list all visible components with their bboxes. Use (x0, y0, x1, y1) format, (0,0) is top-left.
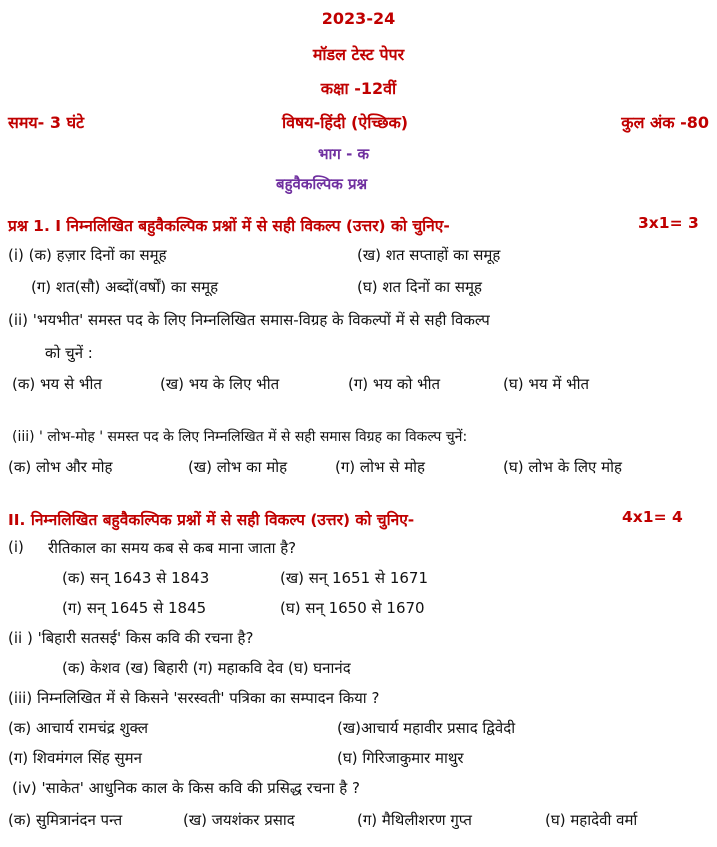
q2-i-option-d: (घ) सन् 1650 से 1670 (280, 599, 425, 617)
q1-i-option-a: (i) (क) हज़ार दिनों का समूह (8, 246, 167, 264)
q1-iii-option-a: (क) लोभ और मोह (8, 458, 113, 476)
q2-i-option-c: (ग) सन् 1645 से 1845 (62, 599, 207, 617)
total-marks-label: कुल अंक -80 (621, 113, 709, 132)
q2-ii-options: (क) केशव (ख) बिहारी (ग) महाकवि देव (घ) घनानंद (62, 659, 351, 677)
q2-iv-option-d: (घ) महादेवी वर्मा (545, 811, 638, 829)
q2-iv-option-a: (क) सुमित्रानंदन पन्त (8, 811, 123, 829)
q1-marks: 3x1= 3 (638, 214, 699, 232)
q1-i-option-b: (ख) शत सप्ताहों का समूह (357, 246, 501, 264)
q1-ii-option-c: (ग) भय को भीत (348, 375, 441, 393)
q1-iii-question: (iii) ' लोभ-मोह ' समस्त पद के लिए निम्नलिखित में से सही समास विग्रह का विकल्प चुनें: (12, 429, 468, 445)
q1-heading: प्रश्न 1. I निम्नलिखित बहुवैकल्पिक प्रश्नों में से सही विकल्प (उत्तर) को चुनिए- (8, 217, 450, 235)
q2-iv-question: (iv) 'साकेत' आधुनिक काल के किस कवि की प्रसिद्ध रचना है ? (12, 779, 360, 797)
q1-ii-option-a: (क) भय से भीत (12, 375, 102, 393)
section-label: भाग - क (318, 145, 370, 163)
q1-ii-option-b: (ख) भय के लिए भीत (160, 375, 280, 393)
q1-i-option-c: (ग) शत(सौ) अब्दों(वर्षों) का समूह (31, 278, 219, 296)
q2-marks: 4x1= 4 (622, 508, 683, 526)
q2-i-option-a: (क) सन् 1643 से 1843 (62, 569, 210, 587)
time-label: समय- 3 घंटे (8, 113, 85, 132)
year-heading: 2023-24 (321, 9, 396, 28)
q2-iii-option-b: (ख)आचार्य महावीर प्रसाद द्विवेदी (337, 719, 516, 737)
q2-iv-option-b: (ख) जयशंकर प्रसाद (183, 811, 295, 829)
q2-i-option-b: (ख) सन् 1651 से 1671 (280, 569, 428, 587)
q1-i-option-d: (घ) शत दिनों का समूह (357, 278, 482, 296)
paper-title: मॉडल टेस्ट पेपर (312, 45, 405, 64)
q1-ii-question-line1: (ii) 'भयभीत' समस्त पद के लिए निम्नलिखित समास-विग्रह के विकल्पों में से सही विकल्प (8, 311, 490, 329)
q2-heading: II. निम्नलिखित बहुवैकल्पिक प्रश्नों में से सही विकल्प (उत्तर) को चुनिए- (8, 511, 415, 529)
q2-iii-option-d: (घ) गिरिजाकुमार माथुर (337, 749, 464, 767)
q1-iii-option-c: (ग) लोभ से मोह (335, 458, 426, 476)
q1-ii-option-d: (घ) भय में भीत (503, 375, 590, 393)
q2-ii-question: (ii ) 'बिहारी सतसई' किस कवि की रचना है? (8, 629, 254, 647)
q2-i-question: रीतिकाल का समय कब से कब माना जाता है? (48, 539, 297, 557)
class-label: कक्षा -12वीं (320, 79, 397, 98)
q2-i-number: (i) (8, 538, 24, 556)
q2-iii-option-c: (ग) शिवमंगल सिंह सुमन (8, 749, 142, 767)
q2-iv-option-c: (ग) मैथिलीशरण गुप्त (357, 811, 472, 829)
q1-ii-question-line2: को चुनें : (45, 344, 93, 362)
section-type-label: बहुवैकल्पिक प्रश्न (276, 175, 368, 193)
q1-iii-option-b: (ख) लोभ का मोह (188, 458, 288, 476)
q2-iii-question: (iii) निम्नलिखित में से किसने 'सरस्वती' पत्रिका का सम्पादन किया ? (8, 689, 380, 707)
subject-label: विषय-हिंदी (ऐच्छिक) (282, 113, 409, 132)
q2-iii-option-a: (क) आचार्य रामचंद्र शुक्ल (8, 719, 148, 737)
q1-iii-option-d: (घ) लोभ के लिए मोह (503, 458, 622, 476)
